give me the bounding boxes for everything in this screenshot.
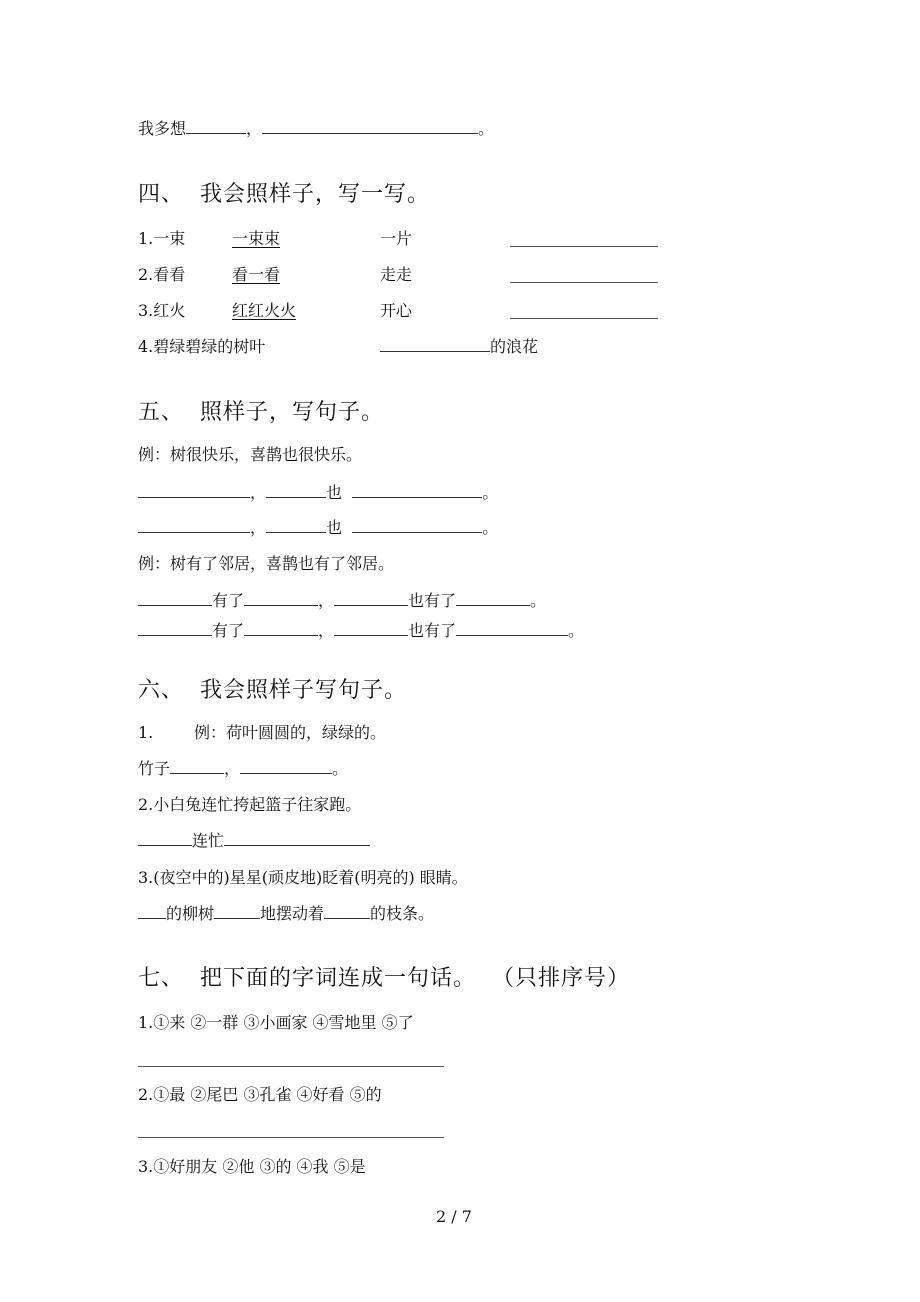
s4-row4-right (380, 336, 538, 358)
answer-blank[interactable] (138, 496, 250, 498)
answer-blank[interactable] (186, 132, 246, 134)
s6-item1-example: 例：荷叶圆圆的，绿绿的。 (194, 723, 387, 742)
answer-blank[interactable] (138, 531, 250, 533)
section-7-title: 七、 把下面的字词连成一句话。 （只排序号） (138, 966, 630, 991)
top-line-end: 。 (478, 119, 495, 138)
answer-blank[interactable] (334, 604, 408, 606)
answer-line[interactable] (138, 1137, 444, 1138)
period: 。 (530, 591, 547, 610)
answer-blank[interactable] (352, 496, 482, 498)
word-ye: 也 (326, 518, 343, 537)
word-zhuzi: 竹子 (138, 759, 171, 778)
s6-item3: 3.(夜空中的)星星(顽皮地)眨着(明亮的) 眼睛。 (138, 868, 468, 887)
top-line-prefix: 我多想 (138, 119, 187, 138)
s6-item3-answer (138, 903, 434, 925)
answer-blank[interactable] (380, 350, 490, 352)
word-zhitiao: 的枝条。 (370, 904, 435, 923)
s7-item-3: 3.①好朋友 ②他 ③的 ④我 ⑤是 (138, 1157, 366, 1176)
top-line-comma: ， (246, 119, 263, 138)
word-ye: 也 (326, 483, 343, 502)
s4-row4-suffix: 的浪花 (490, 337, 539, 356)
s4-row1-word: 1.一束 (138, 229, 186, 248)
answer-blank[interactable] (324, 917, 370, 919)
s7-item-2: 2.①最 ②尾巴 ③孔雀 ④好看 ⑤的 (138, 1085, 382, 1104)
s4-row1-example: 一束束 (232, 229, 281, 248)
answer-blank[interactable] (244, 604, 318, 606)
answer-blank[interactable] (138, 634, 212, 636)
period: 。 (482, 483, 499, 502)
period: 。 (568, 621, 585, 640)
s4-row2-word: 2.看看 (138, 265, 186, 284)
answer-blank[interactable] (138, 844, 192, 846)
page-number: 2 / 7 (436, 1207, 472, 1226)
section-4-title: 四、 我会照样子，写一写。 (138, 182, 430, 207)
word-lianmang: 连忙 (192, 831, 225, 850)
answer-blank[interactable] (244, 634, 318, 636)
answer-blank[interactable] (170, 772, 224, 774)
top-line (138, 118, 494, 140)
s5-line-2 (138, 517, 498, 539)
answer-blank[interactable] (224, 844, 370, 846)
s4-row4-left: 4.碧绿碧绿的树叶 (138, 337, 266, 356)
s6-item1-num: 1. (138, 723, 154, 742)
s6-item1-answer (138, 758, 348, 780)
comma: ， (224, 759, 241, 778)
period: 。 (482, 518, 499, 537)
word-ye-you-le: 也有了 (408, 621, 457, 640)
comma: ， (250, 518, 267, 537)
s5-example-2: 例：树有了邻居，喜鹊也有了邻居。 (138, 554, 395, 573)
s4-row2-example: 看一看 (232, 265, 281, 284)
answer-blank[interactable] (352, 531, 482, 533)
s4-row3-target: 开心 (380, 301, 413, 320)
comma: ， (250, 483, 267, 502)
answer-blank[interactable] (510, 282, 658, 283)
word-you-le: 有了 (212, 621, 245, 640)
s5-line-1 (138, 482, 498, 504)
answer-blank[interactable] (266, 496, 326, 498)
s4-row3-example: 红红火火 (232, 301, 297, 320)
s5-line-4 (138, 620, 584, 642)
answer-blank[interactable] (214, 917, 260, 919)
answer-blank[interactable] (266, 531, 326, 533)
s5-line-3 (138, 590, 546, 612)
s7-item-1: 1.①来 ②一群 ③小画家 ④雪地里 ⑤了 (138, 1013, 414, 1032)
period: 。 (332, 759, 349, 778)
answer-blank[interactable] (240, 772, 332, 774)
word-you-le: 有了 (212, 591, 245, 610)
word-baidongzhe: 地摆动着 (260, 904, 325, 923)
answer-blank[interactable] (456, 604, 530, 606)
answer-blank[interactable] (510, 318, 658, 319)
answer-blank[interactable] (138, 917, 166, 919)
word-ye-you-le: 也有了 (408, 591, 457, 610)
s4-row2-target: 走走 (380, 265, 413, 284)
section-6-title: 六、 我会照样子写句子。 (138, 678, 407, 703)
s4-row1-target: 一片 (380, 229, 413, 248)
s5-example-1: 例：树很快乐，喜鹊也很快乐。 (138, 445, 363, 464)
answer-line[interactable] (138, 1066, 444, 1067)
section-5-title: 五、 照样子，写句子。 (138, 400, 384, 425)
comma: ， (318, 591, 335, 610)
s6-item2: 2.小白兔连忙挎起篮子往家跑。 (138, 795, 362, 814)
answer-blank[interactable] (138, 604, 212, 606)
comma: ， (318, 621, 335, 640)
answer-blank[interactable] (262, 132, 478, 134)
s6-item2-answer (138, 830, 370, 852)
word-liushu: 的柳树 (166, 904, 215, 923)
answer-blank[interactable] (334, 634, 408, 636)
answer-blank[interactable] (456, 634, 568, 636)
answer-blank[interactable] (510, 246, 658, 247)
s4-row3-word: 3.红火 (138, 301, 186, 320)
